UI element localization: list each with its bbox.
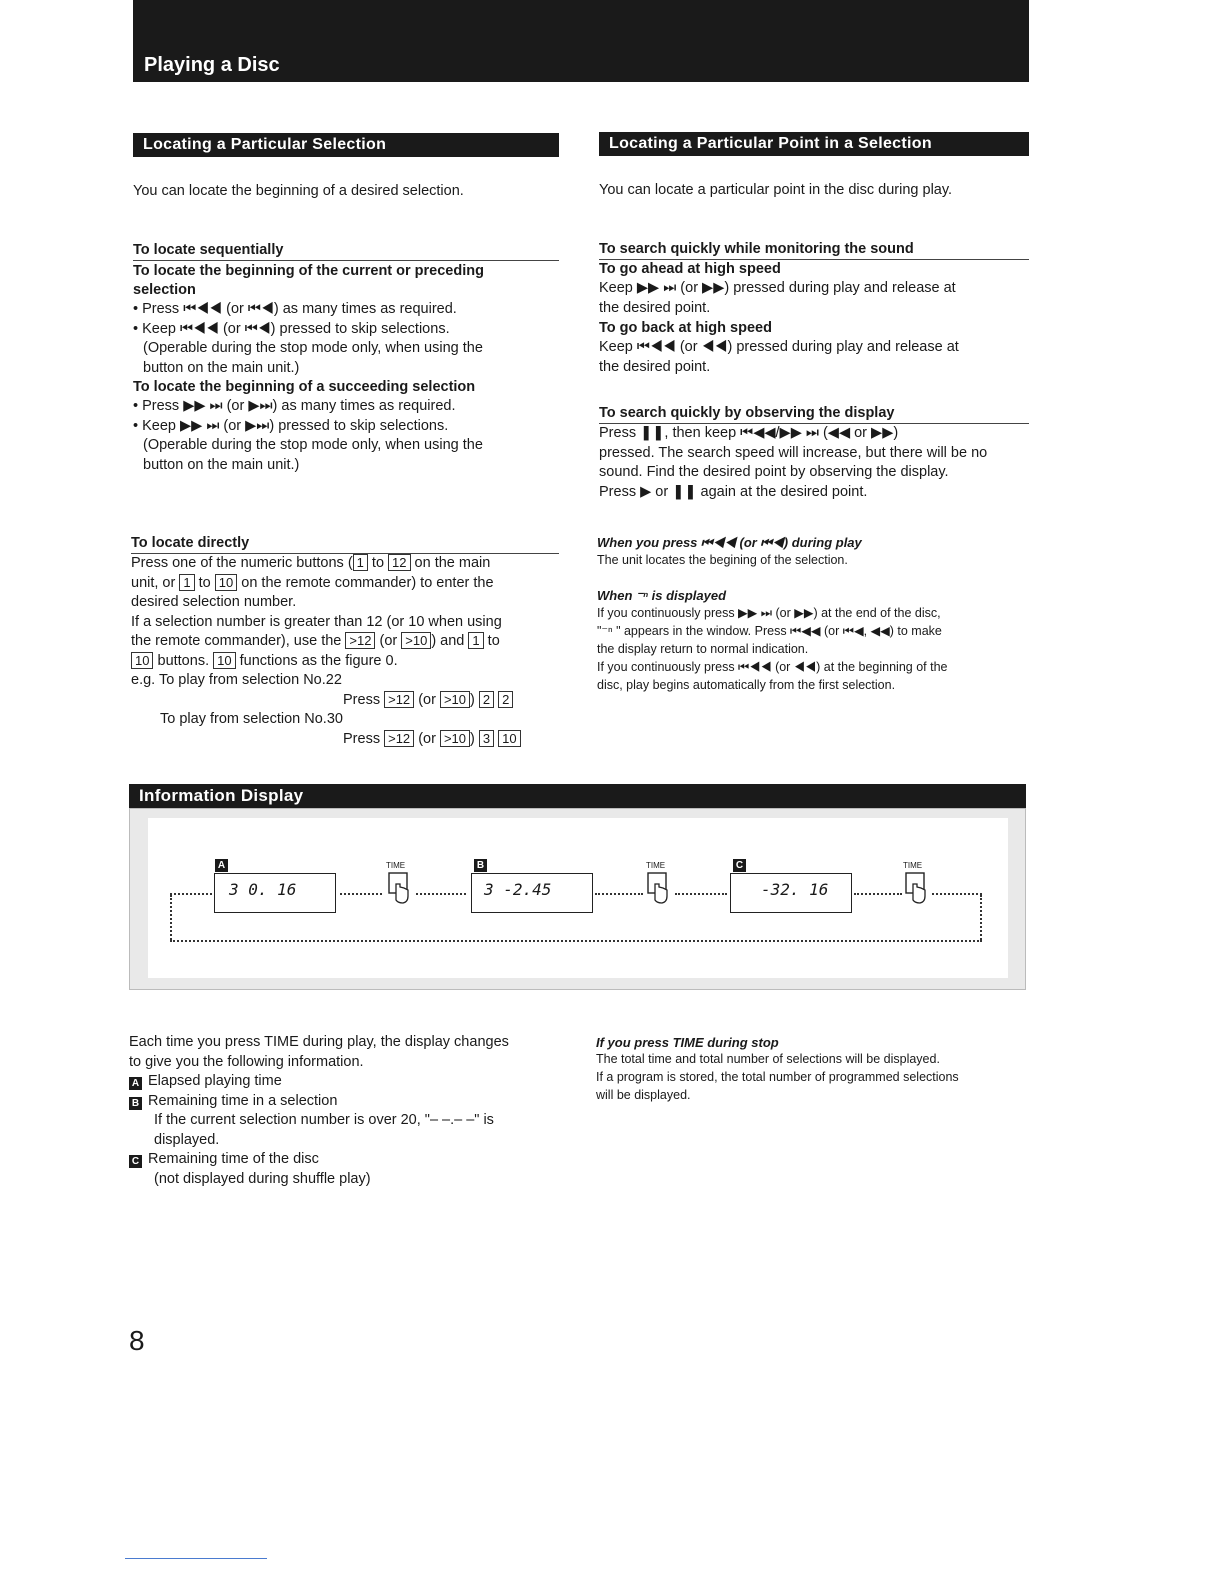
right-section-title: Locating a Particular Point in a Selection xyxy=(599,132,1029,156)
key-gt12: >12 xyxy=(384,691,414,708)
arrow-line xyxy=(170,893,212,895)
hand-press-icon xyxy=(905,872,927,909)
directly-line xyxy=(131,574,559,594)
example-press-30 xyxy=(131,730,559,750)
badge-c: C xyxy=(733,859,746,872)
footer-rule xyxy=(125,1558,267,1559)
lcd-display-c xyxy=(730,873,852,913)
key-10: 10 xyxy=(131,652,153,669)
bullet-keep-next: • Keep ▶▶ ⏭ (or ▶⏭) pressed to skip selections. xyxy=(133,417,449,434)
text: on the main xyxy=(414,555,491,571)
text: ) and xyxy=(431,633,465,649)
example-line: To play from selection No.30 xyxy=(160,711,343,727)
badge-b: B xyxy=(474,859,487,872)
locate-sequential-block xyxy=(133,240,559,475)
badge-b: B xyxy=(129,1097,142,1110)
lcd-digits-b: 3 -2.45 xyxy=(484,880,552,899)
observing-text: pressed. The search speed will increase, but there will be no xyxy=(599,444,988,461)
arrow-line xyxy=(595,893,643,895)
time-label-c: TIME xyxy=(903,861,923,870)
text: unit, or xyxy=(131,574,176,591)
key-10: 10 xyxy=(498,730,520,747)
page-number: 8 xyxy=(129,1325,145,1356)
cycle-arrow-line xyxy=(170,940,982,942)
panel-b xyxy=(474,854,493,872)
note2-heading: When ⁻ⁿ is displayed xyxy=(597,588,727,603)
note2-text: If you continuously press ▶▶ ⏭ (or ▶▶) at the end of the disc, xyxy=(597,606,941,620)
item-b-note: displayed. xyxy=(154,1131,220,1148)
text: (or xyxy=(418,730,436,747)
item-b xyxy=(129,1092,559,1112)
text: on the remote commander) to enter the xyxy=(241,574,494,591)
key-2: 2 xyxy=(479,691,494,708)
badge-c: C xyxy=(129,1155,142,1168)
key-gt12: >12 xyxy=(345,632,375,649)
time-stop-heading: If you press TIME during stop xyxy=(596,1035,779,1050)
note-block-2 xyxy=(597,588,1029,694)
text: to xyxy=(487,633,500,649)
item-a-text: Elapsed playing time xyxy=(148,1073,282,1089)
arrow-line xyxy=(854,893,902,895)
item-c-text: Remaining time of the disc xyxy=(148,1151,319,1167)
observing-block xyxy=(599,403,1029,502)
item-b-text: Remaining time in a selection xyxy=(148,1092,338,1109)
time-label-b: TIME xyxy=(646,861,666,870)
ahead-text: Keep ▶▶ ⏭ (or ▶▶) pressed during play and release at xyxy=(599,280,956,296)
monitoring-heading: To search quickly while monitoring the sound xyxy=(599,239,1029,260)
panel-c xyxy=(733,854,752,872)
time-text: Each time you press TIME during play, the display changes xyxy=(129,1034,509,1050)
item-c-note: (not displayed during shuffle play) xyxy=(154,1170,371,1187)
text: to xyxy=(371,555,385,571)
key-10: 10 xyxy=(215,574,237,591)
locate-directly-block xyxy=(131,533,559,749)
directly-line: desired selection number. xyxy=(131,594,297,610)
key-3: 3 xyxy=(479,730,494,747)
arrow-line xyxy=(675,893,727,895)
locate-succeeding-heading: To locate the beginning of a succeeding selection xyxy=(133,379,476,395)
directly-line xyxy=(131,632,559,652)
item-a xyxy=(129,1072,559,1092)
locate-sequential-heading: To locate sequentially xyxy=(133,240,559,261)
key-2: 2 xyxy=(498,691,513,708)
note-line: (Operable during the stop mode only, when using the xyxy=(143,437,483,453)
directly-line xyxy=(131,652,559,672)
example-press-22 xyxy=(131,691,559,711)
text: Press xyxy=(343,730,381,747)
bullet-press-prev: • Press ⏮◀◀ (or ⏮◀) as many times as required. xyxy=(133,301,457,317)
text: buttons. xyxy=(157,652,210,669)
hand-press-icon xyxy=(388,872,410,909)
directly-line: If a selection number is greater than 12 (or 10 when using xyxy=(131,613,502,630)
time-stop-text: If a program is stored, the total number of programmed selections xyxy=(596,1070,959,1084)
time-explanation-block xyxy=(129,1033,559,1189)
item-b-note: If the current selection number is over 20, "– –.– –" is xyxy=(154,1112,494,1128)
time-stop-text: The total time and total number of selections will be displayed. xyxy=(596,1052,940,1066)
observing-text: Press ▶ or ❚❚ again at the desired point. xyxy=(599,483,868,500)
observing-heading: To search quickly by observing the display xyxy=(599,403,1029,424)
note2-text: disc, play begins automatically from the first selection. xyxy=(597,678,896,692)
text: (or xyxy=(418,691,436,708)
badge-a: A xyxy=(129,1077,142,1090)
ahead-heading: To go ahead at high speed xyxy=(599,261,781,277)
key-10: 10 xyxy=(213,652,235,669)
time-stop-text: will be displayed. xyxy=(596,1088,691,1102)
lcd-display-a xyxy=(214,873,336,913)
note-block-1 xyxy=(597,535,1029,569)
text: the remote commander), use the xyxy=(131,633,342,649)
page-title: Playing a Disc xyxy=(144,54,280,76)
note1-text: The unit locates the begining of the selection. xyxy=(597,553,848,567)
key-gt10: >10 xyxy=(440,691,470,708)
info-display-title: Information Display xyxy=(129,784,1026,809)
example-line: e.g. To play from selection No.22 xyxy=(131,672,342,688)
note2-text: If you continuously press ⏮◀◀ (or ◀◀) at the beginning of the xyxy=(597,660,948,674)
hand-press-icon xyxy=(647,872,669,909)
locate-current-heading-line1: To locate the beginning of the current or preceding xyxy=(133,263,484,279)
lcd-digits-c: -32. 16 xyxy=(761,880,829,899)
note-line: button on the main unit.) xyxy=(143,359,300,376)
ahead-text: the desired point. xyxy=(599,299,711,316)
key-gt10: >10 xyxy=(440,730,470,747)
key-1: 1 xyxy=(353,554,368,571)
text: (or xyxy=(379,633,398,649)
cycle-arrow-line xyxy=(170,895,172,940)
time-text: to give you the following information. xyxy=(129,1053,364,1070)
note2-text: "⁻ⁿ " appears in the window. Press ⏮◀◀ (or ⏮◀, ◀◀) to make xyxy=(597,624,942,638)
back-heading: To go back at high speed xyxy=(599,320,772,336)
note-line: button on the main unit.) xyxy=(143,456,300,473)
lcd-digits-a: 3 0. 16 xyxy=(229,880,297,899)
locate-current-heading-line2: selection xyxy=(133,282,196,298)
key-12: 12 xyxy=(388,554,410,571)
note-line: (Operable during the stop mode only, when using the xyxy=(143,340,483,356)
back-text: Keep ⏮◀◀ (or ◀◀) pressed during play and release at xyxy=(599,339,959,355)
badge-a: A xyxy=(215,859,228,872)
left-intro: You can locate the beginning of a desired selection. xyxy=(133,183,464,199)
bullet-keep-prev: • Keep ⏮◀◀ (or ⏮◀) pressed to skip selections. xyxy=(133,320,450,337)
bullet-press-next: • Press ▶▶ ⏭ (or ▶⏭) as many times as required. xyxy=(133,398,456,414)
text: Press one of the numeric buttons ( xyxy=(131,555,353,571)
directly-line xyxy=(131,554,559,574)
back-text: the desired point. xyxy=(599,358,711,375)
text: to xyxy=(198,574,211,591)
note1-heading: When you press ⏮◀◀ (or ⏮◀) during play xyxy=(597,535,862,550)
locate-directly-heading: To locate directly xyxy=(131,533,559,554)
monitoring-block xyxy=(599,239,1029,377)
lcd-display-b xyxy=(471,873,593,913)
time-stop-note xyxy=(596,1035,1026,1104)
key-gt12: >12 xyxy=(384,730,414,747)
item-c xyxy=(129,1150,559,1170)
text: ) xyxy=(470,730,475,747)
key-1: 1 xyxy=(179,574,194,591)
time-label-a: TIME xyxy=(386,861,406,870)
observing-text: sound. Find the desired point by observing the display. xyxy=(599,464,949,480)
cycle-arrow-line xyxy=(980,895,982,940)
observing-text: Press ❚❚, then keep ⏮◀◀/▶▶ ⏭ (◀◀ or ▶▶) xyxy=(599,425,899,441)
note2-text: the display return to normal indication. xyxy=(597,642,809,656)
text: functions as the figure 0. xyxy=(239,652,398,669)
key-gt10: >10 xyxy=(401,632,431,649)
panel-a xyxy=(215,854,234,872)
left-section-title: Locating a Particular Selection xyxy=(133,133,559,157)
arrow-line xyxy=(932,893,982,895)
key-1: 1 xyxy=(468,632,483,649)
text: Press xyxy=(343,691,381,708)
text: ) xyxy=(470,691,475,708)
arrow-line xyxy=(340,893,382,895)
arrow-line xyxy=(416,893,466,895)
right-intro: You can locate a particular point in the disc during play. xyxy=(599,182,953,198)
